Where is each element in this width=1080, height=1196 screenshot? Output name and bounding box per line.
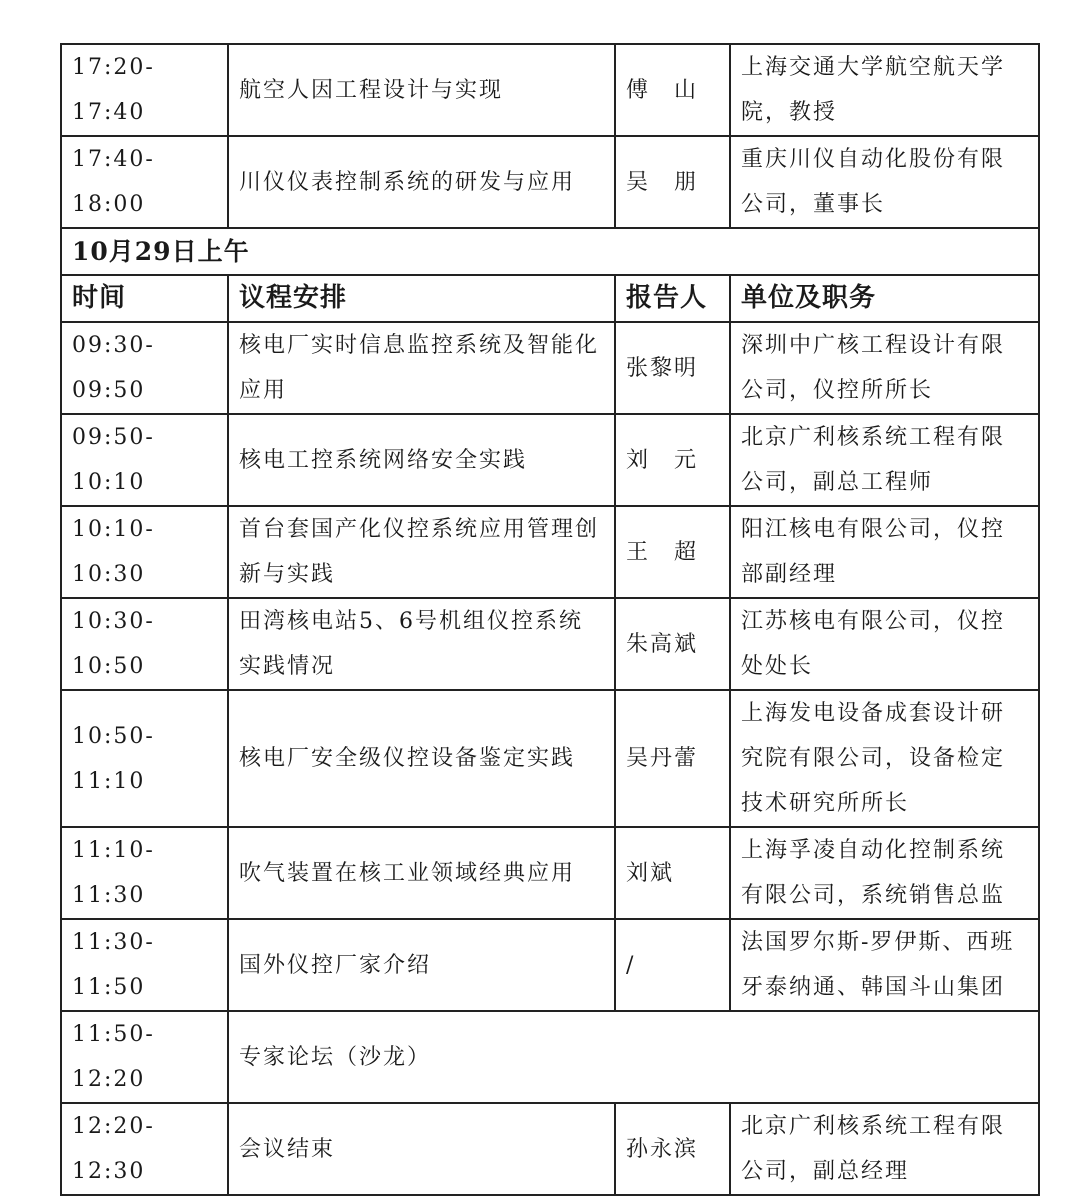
- speaker-cell: 吴 朋: [615, 136, 730, 228]
- header-affiliation: 单位及职务: [730, 275, 1039, 322]
- affiliation-cell: 上海发电设备成套设计研究院有限公司，设备检定技术研究所所长: [730, 690, 1039, 827]
- topic-cell: 田湾核电站5、6号机组仪控系统实践情况: [228, 598, 615, 690]
- time-cell: 12:20-12:30: [61, 1103, 228, 1195]
- time-cell: 11:10-11:30: [61, 827, 228, 919]
- topic-cell: 核电工控系统网络安全实践: [228, 414, 615, 506]
- affiliation-cell: 阳江核电有限公司，仪控部副经理: [730, 506, 1039, 598]
- topic-cell: 专家论坛（沙龙）: [228, 1011, 1039, 1103]
- table-row: [61, 827, 1039, 919]
- speaker-cell: 刘 元: [615, 414, 730, 506]
- section-title: 10月29日上午: [61, 228, 1039, 275]
- affiliation-cell: 深圳中广核工程设计有限公司，仪控所所长: [730, 322, 1039, 414]
- topic-cell: 会议结束: [228, 1103, 615, 1195]
- table-row: [61, 414, 1039, 506]
- speaker-cell: 朱高斌: [615, 598, 730, 690]
- speaker-cell: 张黎明: [615, 322, 730, 414]
- topic-cell: 航空人因工程设计与实现: [228, 44, 615, 136]
- header-topic: 议程安排: [228, 275, 615, 322]
- table-row: [61, 506, 1039, 598]
- table-row: [61, 136, 1039, 228]
- speaker-cell: 王 超: [615, 506, 730, 598]
- speaker-cell: /: [615, 919, 730, 1011]
- topic-cell: 川仪仪表控制系统的研发与应用: [228, 136, 615, 228]
- topic-cell: 核电厂实时信息监控系统及智能化应用: [228, 322, 615, 414]
- table-row: [61, 1103, 1039, 1195]
- topic-cell: 吹气装置在核工业领域经典应用: [228, 827, 615, 919]
- time-cell: 09:50-10:10: [61, 414, 228, 506]
- time-cell: 17:20-17:40: [61, 44, 228, 136]
- header-speaker: 报告人: [615, 275, 730, 322]
- affiliation-cell: 北京广利核系统工程有限公司，副总经理: [730, 1103, 1039, 1195]
- time-cell: 11:50-12:20: [61, 1011, 228, 1103]
- table-row: [61, 322, 1039, 414]
- affiliation-cell: 上海交通大学航空航天学院，教授: [730, 44, 1039, 136]
- time-cell: 10:30-10:50: [61, 598, 228, 690]
- affiliation-cell: 法国罗尔斯-罗伊斯、西班牙泰纳通、韩国斗山集团: [730, 919, 1039, 1011]
- table-row: [61, 44, 1039, 136]
- topic-cell: 国外仪控厂家介绍: [228, 919, 615, 1011]
- table-row: [61, 919, 1039, 1011]
- time-cell: 11:30-11:50: [61, 919, 228, 1011]
- topic-cell: 首台套国产化仪控系统应用管理创新与实践: [228, 506, 615, 598]
- time-cell: 10:10-10:30: [61, 506, 228, 598]
- header-time: 时间: [61, 275, 228, 322]
- affiliation-cell: 北京广利核系统工程有限公司，副总工程师: [730, 414, 1039, 506]
- speaker-cell: 傅 山: [615, 44, 730, 136]
- time-cell: 09:30-09:50: [61, 322, 228, 414]
- speaker-cell: 孙永滨: [615, 1103, 730, 1195]
- section-title-row: [61, 228, 1039, 275]
- agenda-table: [60, 43, 1040, 1196]
- time-cell: 10:50-11:10: [61, 690, 228, 827]
- table-row: [61, 690, 1039, 827]
- affiliation-cell: 江苏核电有限公司，仪控处处长: [730, 598, 1039, 690]
- affiliation-cell: 上海孚凌自动化控制系统有限公司，系统销售总监: [730, 827, 1039, 919]
- topic-cell: 核电厂安全级仪控设备鉴定实践: [228, 690, 615, 827]
- affiliation-cell: 重庆川仪自动化股份有限公司，董事长: [730, 136, 1039, 228]
- table-header-row: [61, 275, 1039, 322]
- time-cell: 17:40-18:00: [61, 136, 228, 228]
- speaker-cell: 刘斌: [615, 827, 730, 919]
- forum-row: [61, 1011, 1039, 1103]
- table-row: [61, 598, 1039, 690]
- speaker-cell: 吴丹蕾: [615, 690, 730, 827]
